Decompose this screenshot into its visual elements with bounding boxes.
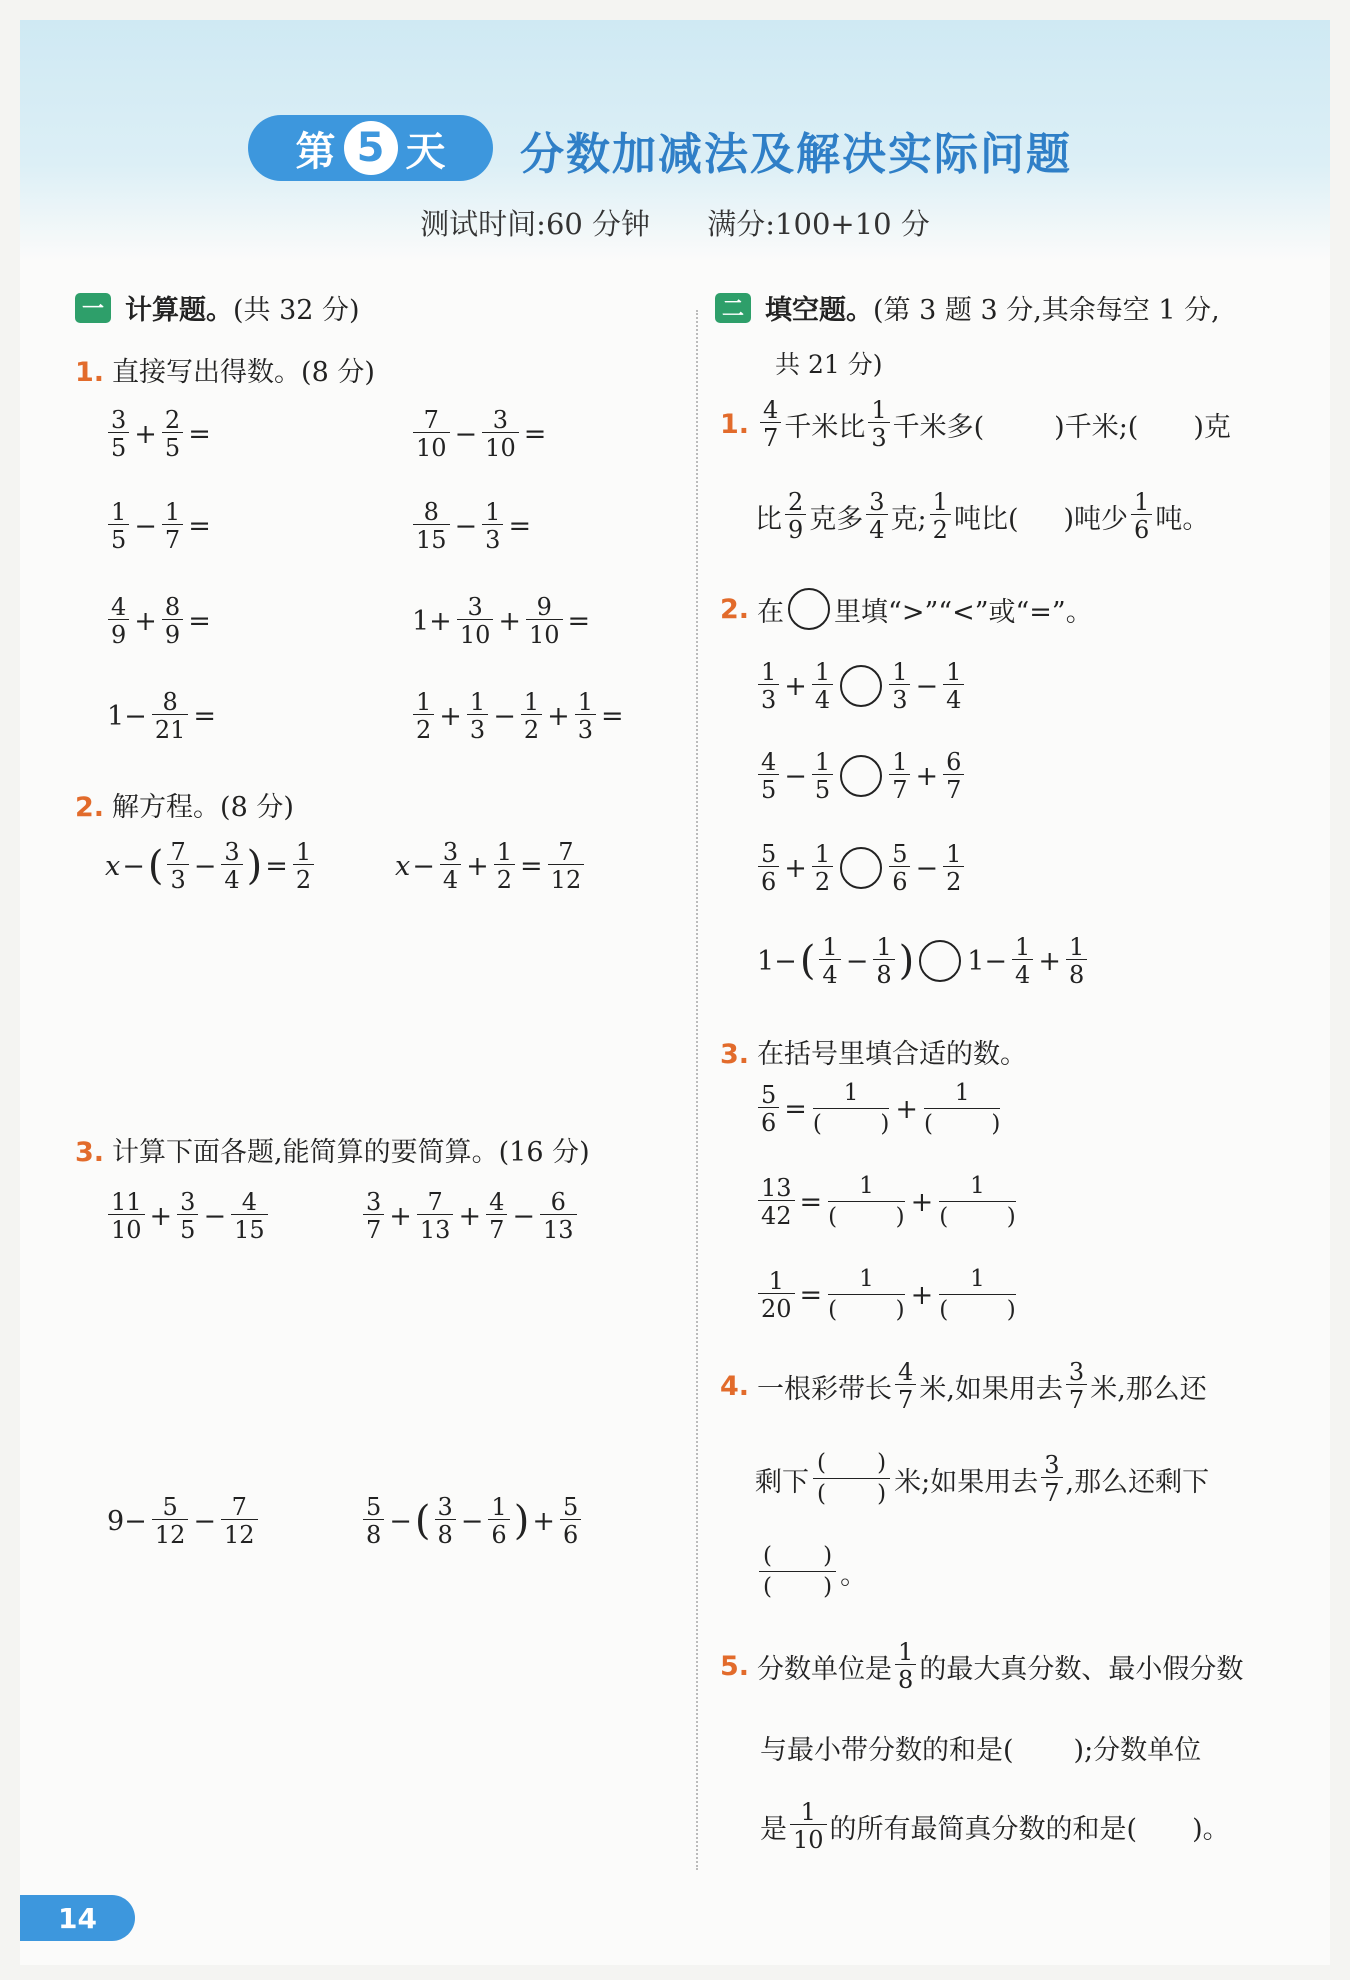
q2-5-line1: 5. 分数单位是 1 8 的最大真分数、最小假分数 bbox=[720, 1638, 1244, 1694]
answer-circle[interactable] bbox=[919, 940, 961, 982]
q1-1-number: 1. bbox=[75, 357, 105, 388]
calc-item: 3 5 + $\frac{2}{5}$ = bbox=[105, 408, 213, 460]
q2-2-number: 2. bbox=[720, 593, 750, 625]
section-1-title: 计算题。 bbox=[125, 295, 233, 326]
section-1-points: (共 32 分) bbox=[233, 295, 360, 326]
q2-5-text: );分数单位 bbox=[1073, 1735, 1202, 1766]
column-divider bbox=[696, 310, 698, 1870]
q2-5-text: 分数单位是 bbox=[757, 1653, 893, 1685]
q2-1-text: 千米比 bbox=[784, 411, 866, 443]
q2-2-text: 里填“>”“<”或“=”。 bbox=[834, 596, 1093, 628]
section-2-title: 填空题。 bbox=[765, 295, 873, 326]
q2-1-text: 克多 bbox=[809, 503, 864, 535]
calc-item: 8 15 − $\frac{1}{3}$ = bbox=[410, 500, 533, 552]
q2-1-text: )克 bbox=[1193, 411, 1231, 443]
page-title: 分数加减法及解决实际问题 bbox=[520, 129, 1072, 180]
simplify-item: 11 10 + $\frac{3}{5}$ − $\frac{4}{15}$ bbox=[105, 1190, 271, 1242]
q1-2-number: 2. bbox=[75, 792, 105, 823]
section-2-heading bbox=[715, 288, 1220, 327]
q2-5-line2 bbox=[760, 1728, 1201, 1767]
compare-item: 1− ( 1 4 − $\frac{1}{8}$ ) 1− $\frac{1}{4}$ + $\frac{1}{8}$ bbox=[755, 935, 1090, 987]
q2-1-text: 吨。 bbox=[1155, 503, 1210, 535]
q1-1-heading bbox=[75, 350, 375, 389]
calc-item: 7 10 − $\frac{3}{10}$ = bbox=[410, 408, 548, 460]
q2-5-text: 的所有最简真分数的和是( bbox=[829, 1813, 1138, 1845]
page-number: 14 bbox=[20, 1895, 135, 1941]
q2-1-text: 比 bbox=[755, 503, 782, 535]
q1-1-text: 直接写出得数。(8 分) bbox=[112, 357, 375, 388]
answer-circle[interactable] bbox=[840, 665, 882, 707]
calc-item: 1 5 − $\frac{1}{7}$ = bbox=[105, 500, 213, 552]
q2-1-line2: 比 2 9 克多 3 4 克; 1 2 吨比( )吨少 1 6 吨。 bbox=[755, 488, 1210, 544]
fill-item: $\frac{1}{20}$ = 1 ( ) + 1 ( ) bbox=[755, 1268, 1020, 1322]
q2-4-line3: ( ) ( ) 。 bbox=[755, 1545, 867, 1599]
fill-item: $\frac{13}{42}$ = 1 ( ) + 1 ( ) bbox=[755, 1175, 1020, 1229]
calc-item: 1 2 + $\frac{1}{3}$ − $\frac{1}{2}$ + $\frac{1}{3}$ = bbox=[410, 690, 626, 742]
q1-3-heading bbox=[75, 1130, 590, 1169]
q1-2-text: 解方程。(8 分) bbox=[112, 792, 294, 823]
q2-5-text: )。 bbox=[1192, 1813, 1230, 1845]
q2-5-text: 与最小带分数的和是( bbox=[760, 1735, 1014, 1766]
test-time: 测试时间:60 分钟 bbox=[420, 207, 651, 241]
q2-1-line1: 1. 4 7 千米比 1 3 千米多( )千米;( )克 bbox=[720, 396, 1231, 452]
q1-3-number: 3. bbox=[75, 1137, 105, 1168]
calc-item: 1− $\frac{8}{21}$ = bbox=[107, 688, 216, 744]
test-info bbox=[20, 202, 1330, 243]
q2-3-number: 3. bbox=[720, 1039, 750, 1070]
q2-1-text: 克; bbox=[890, 503, 927, 535]
q2-4-number: 4. bbox=[720, 1370, 750, 1402]
section-2-points-cont: 共 21 分) bbox=[775, 350, 883, 379]
fill-item: $\frac{5}{6}$ = 1 ( ) + 1 ( ) bbox=[755, 1082, 1004, 1136]
section-1-badge: 一 bbox=[75, 293, 111, 323]
q2-4-line2: 剩下 ( ) ( ) 米;如果用去 3 7 ,那么还剩下 bbox=[755, 1450, 1210, 1507]
q2-3-text: 在括号里填合适的数。 bbox=[757, 1039, 1028, 1070]
q2-5-line3: 是 1 10 的所有最简真分数的和是( )。 bbox=[760, 1798, 1230, 1854]
q2-4-text: ,那么还剩下 bbox=[1065, 1466, 1210, 1498]
simplify-item: 9− $\frac{5}{12}$ − $\frac{7}{12}$ bbox=[105, 1495, 261, 1547]
q2-4-text: 。 bbox=[840, 1559, 868, 1591]
q1-3-text: 计算下面各题,能简算的要简算。(16 分) bbox=[112, 1137, 590, 1168]
page bbox=[20, 20, 1330, 1965]
answer-circle[interactable] bbox=[840, 847, 882, 889]
full-score: 满分:100+10 分 bbox=[707, 207, 930, 241]
section-2-badge: 二 bbox=[715, 293, 751, 323]
q2-1-text: )吨少 bbox=[1063, 503, 1129, 535]
equation-item: x − ( 7 3 − $\frac{3}{4}$ ) = $\frac{1}{2}$ bbox=[105, 840, 317, 892]
equation-item: x − $\frac{3}{4}$ + $\frac{1}{2}$ = $\frac{7}{12}$ bbox=[395, 840, 587, 892]
q2-1-text: 吨比( bbox=[953, 503, 1019, 535]
compare-item: 4 5 − $\frac{1}{5}$ 1 7 + $\frac{6}{7}$ bbox=[755, 750, 967, 802]
q2-4-text: 米,如果用去 bbox=[919, 1373, 1063, 1405]
simplify-item: 5 8 − ( 3 8 − $\frac{1}{6}$ ) + $\frac{5}{6}$ bbox=[360, 1495, 584, 1547]
section-2-points: (第 3 题 3 分,其余每空 1 分, bbox=[873, 295, 1220, 326]
q2-1-number: 1. bbox=[720, 408, 750, 440]
day-number: 5 bbox=[344, 121, 398, 175]
q2-4-line1: 4. 一根彩带长 4 7 米,如果用去 3 7 米,那么还 bbox=[720, 1358, 1207, 1414]
q1-2-heading bbox=[75, 785, 294, 824]
section-1-heading bbox=[75, 288, 360, 327]
q2-4-text: 米;如果用去 bbox=[894, 1466, 1039, 1498]
q2-4-text: 一根彩带长 bbox=[757, 1373, 893, 1405]
day-prefix: 第 bbox=[295, 128, 336, 175]
calc-item: 4 9 + $\frac{8}{9}$ = bbox=[105, 595, 213, 647]
q2-4-text: 剩下 bbox=[755, 1466, 809, 1498]
q2-2-heading bbox=[720, 588, 1093, 630]
q2-3-heading bbox=[720, 1032, 1027, 1071]
q2-4-text: 米,那么还 bbox=[1090, 1373, 1207, 1405]
day-suffix: 天 bbox=[405, 128, 446, 175]
q2-5-text: 是 bbox=[760, 1813, 787, 1845]
calc-item: 1+ $\frac{3}{10}$ + $\frac{9}{10}$ = bbox=[412, 593, 591, 649]
q2-1-text: 千米多( bbox=[892, 411, 985, 443]
compare-item: 1 3 + $\frac{1}{4}$ 1 3 − $\frac{1}{4}$ bbox=[755, 660, 967, 712]
day-badge bbox=[248, 115, 493, 181]
simplify-item: 3 7 + $\frac{7}{13}$ + $\frac{4}{7}$ − $\frac{6}{13}$ bbox=[360, 1190, 580, 1242]
compare-item: 5 6 + $\frac{1}{2}$ 5 6 − $\frac{1}{2}$ bbox=[755, 842, 967, 894]
answer-circle[interactable] bbox=[840, 755, 882, 797]
q2-1-text: )千米;( bbox=[1054, 411, 1139, 443]
circle-icon bbox=[788, 588, 830, 630]
q2-5-text: 的最大真分数、最小假分数 bbox=[919, 1653, 1244, 1685]
q2-5-number: 5. bbox=[720, 1650, 750, 1682]
q2-2-text: 在 bbox=[757, 596, 785, 628]
